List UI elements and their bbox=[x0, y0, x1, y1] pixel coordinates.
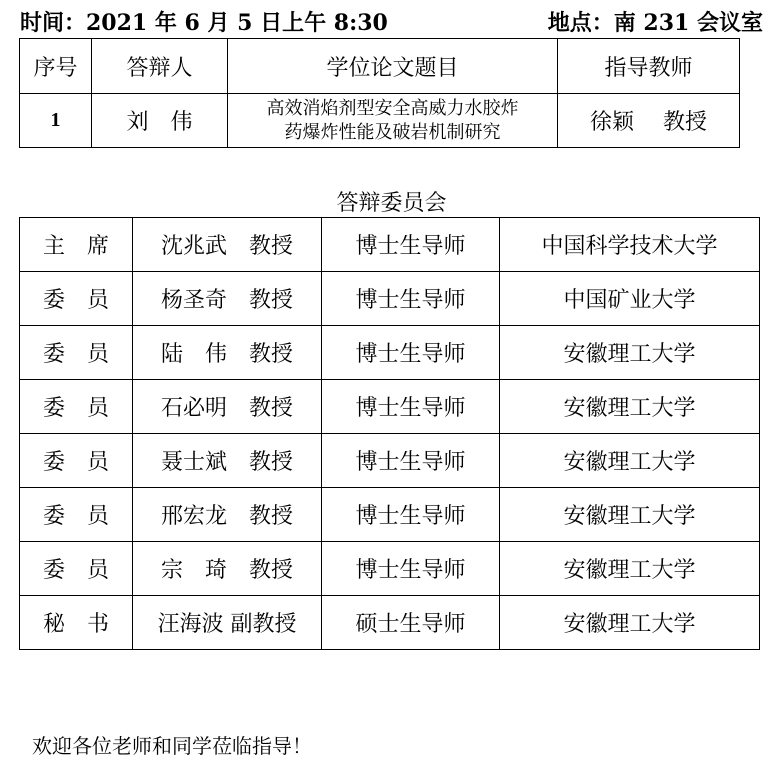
committee-affiliation: 安徽理工大学 bbox=[500, 434, 760, 488]
committee-member: 聂士斌 教授 bbox=[133, 434, 322, 488]
committee-position: 博士生导师 bbox=[322, 218, 500, 272]
candidate-number: 1 bbox=[20, 94, 92, 148]
thesis-title-line-1: 高效消焰剂型安全高威力水胶炸 bbox=[266, 97, 519, 119]
header-advisor: 指导教师 bbox=[558, 39, 740, 94]
committee-row bbox=[20, 488, 760, 542]
committee-member: 石必明 教授 bbox=[133, 380, 322, 434]
committee-affiliation: 安徽理工大学 bbox=[500, 326, 760, 380]
thesis-title bbox=[228, 94, 558, 148]
committee-affiliation: 中国科学技术大学 bbox=[500, 218, 760, 272]
committee-role: 委 员 bbox=[20, 488, 133, 542]
committee-position: 博士生导师 bbox=[322, 272, 500, 326]
committee-role: 委 员 bbox=[20, 326, 133, 380]
welcome-message: 欢迎各位老师和同学莅临指导！ bbox=[32, 734, 312, 758]
candidate-name: 刘 伟 bbox=[92, 94, 228, 148]
thesis-title-line-2: 药爆炸性能及破岩机制研究 bbox=[284, 121, 501, 143]
committee-member: 沈兆武 教授 bbox=[133, 218, 322, 272]
schedule-header bbox=[20, 6, 763, 38]
committee-position: 博士生导师 bbox=[322, 326, 500, 380]
committee-member: 邢宏龙 教授 bbox=[133, 488, 322, 542]
committee-position: 博士生导师 bbox=[322, 380, 500, 434]
committee-member: 汪海波 副教授 bbox=[133, 596, 322, 650]
committee-position: 博士生导师 bbox=[322, 488, 500, 542]
committee-role: 秘 书 bbox=[20, 596, 133, 650]
committee-row bbox=[20, 434, 760, 488]
committee-affiliation: 安徽理工大学 bbox=[500, 488, 760, 542]
committee-row bbox=[20, 596, 760, 650]
committee-row bbox=[20, 326, 760, 380]
committee-table bbox=[19, 217, 760, 650]
defense-table-header-row bbox=[20, 39, 740, 94]
committee-affiliation: 中国矿业大学 bbox=[500, 272, 760, 326]
committee-role: 委 员 bbox=[20, 434, 133, 488]
committee-member: 陆 伟 教授 bbox=[133, 326, 322, 380]
defense-location: 地点：南 231 会议室 bbox=[547, 10, 763, 36]
committee-position: 博士生导师 bbox=[322, 434, 500, 488]
committee-position: 博士生导师 bbox=[322, 542, 500, 596]
committee-member: 宗 琦 教授 bbox=[133, 542, 322, 596]
committee-member: 杨圣奇 教授 bbox=[133, 272, 322, 326]
committee-caption: 答辩委员会 bbox=[336, 191, 447, 216]
header-number: 序号 bbox=[20, 39, 92, 94]
defense-table bbox=[19, 38, 740, 148]
committee-affiliation: 安徽理工大学 bbox=[500, 596, 760, 650]
committee-row bbox=[20, 542, 760, 596]
committee-row bbox=[20, 380, 760, 434]
defense-time: 时间：2021 年 6 月 5 日上午 8:30 bbox=[20, 10, 388, 36]
committee-position: 硕士生导师 bbox=[322, 596, 500, 650]
committee-role: 委 员 bbox=[20, 272, 133, 326]
committee-row bbox=[20, 218, 760, 272]
advisor-name: 徐颖 教授 bbox=[558, 94, 740, 148]
committee-row bbox=[20, 272, 760, 326]
committee-affiliation: 安徽理工大学 bbox=[500, 380, 760, 434]
committee-role: 主 席 bbox=[20, 218, 133, 272]
header-thesis-title: 学位论文题目 bbox=[228, 39, 558, 94]
committee-affiliation: 安徽理工大学 bbox=[500, 542, 760, 596]
header-candidate: 答辩人 bbox=[92, 39, 228, 94]
defense-table-row bbox=[20, 94, 740, 148]
committee-role: 委 员 bbox=[20, 380, 133, 434]
committee-role: 委 员 bbox=[20, 542, 133, 596]
